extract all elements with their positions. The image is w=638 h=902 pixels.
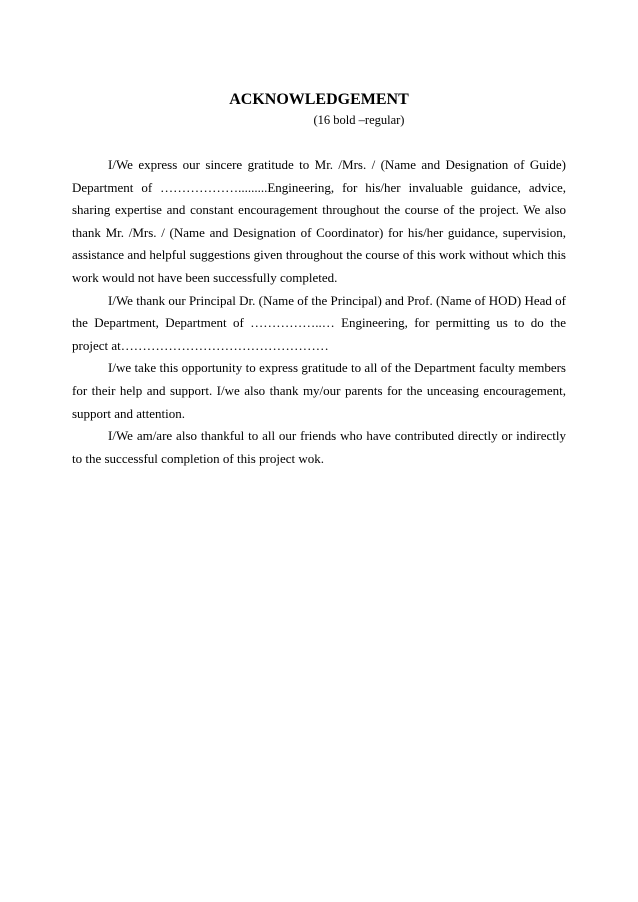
paragraph-faculty: I/we take this opportunity to express gratitude to all of the Department faculty members for their help and support. I/we also thank my/our parents for the unceasing encouragement, support and attention. [72,360,566,421]
paragraph-principal: I/We thank our Principal Dr. (Name of the Principal) and Prof. (Name of HOD) Head of the Department, Department of ……………..… Engineering, for permitting us to do the project at………………………………………… [72,292,566,353]
paragraph-guide: I/We express our sincere gratitude to Mr. /Mrs. / (Name and Designation of Guide) Department of ……………….........Engineering, for his/her invaluable guidance, advice, sharing expertise and constant encouragement throughout the course of the project. We also thank Mr. /Mrs. / (Name and Designation of Coordinator) for his/her guidance, supervision, assistance and helpful suggestions given throughout the course of this work without which this work would not have been successfully completed. [72,157,566,285]
paragraph-friends: I/We am/are also thankful to all our friends who have contributed directly or indirectly to the successful completion of this project wok. [72,428,566,466]
page-title: ACKNOWLEDGEMENT [229,91,409,108]
page-subtitle: (16 bold –regular) [313,113,405,127]
acknowledgement-body [72,154,566,470]
